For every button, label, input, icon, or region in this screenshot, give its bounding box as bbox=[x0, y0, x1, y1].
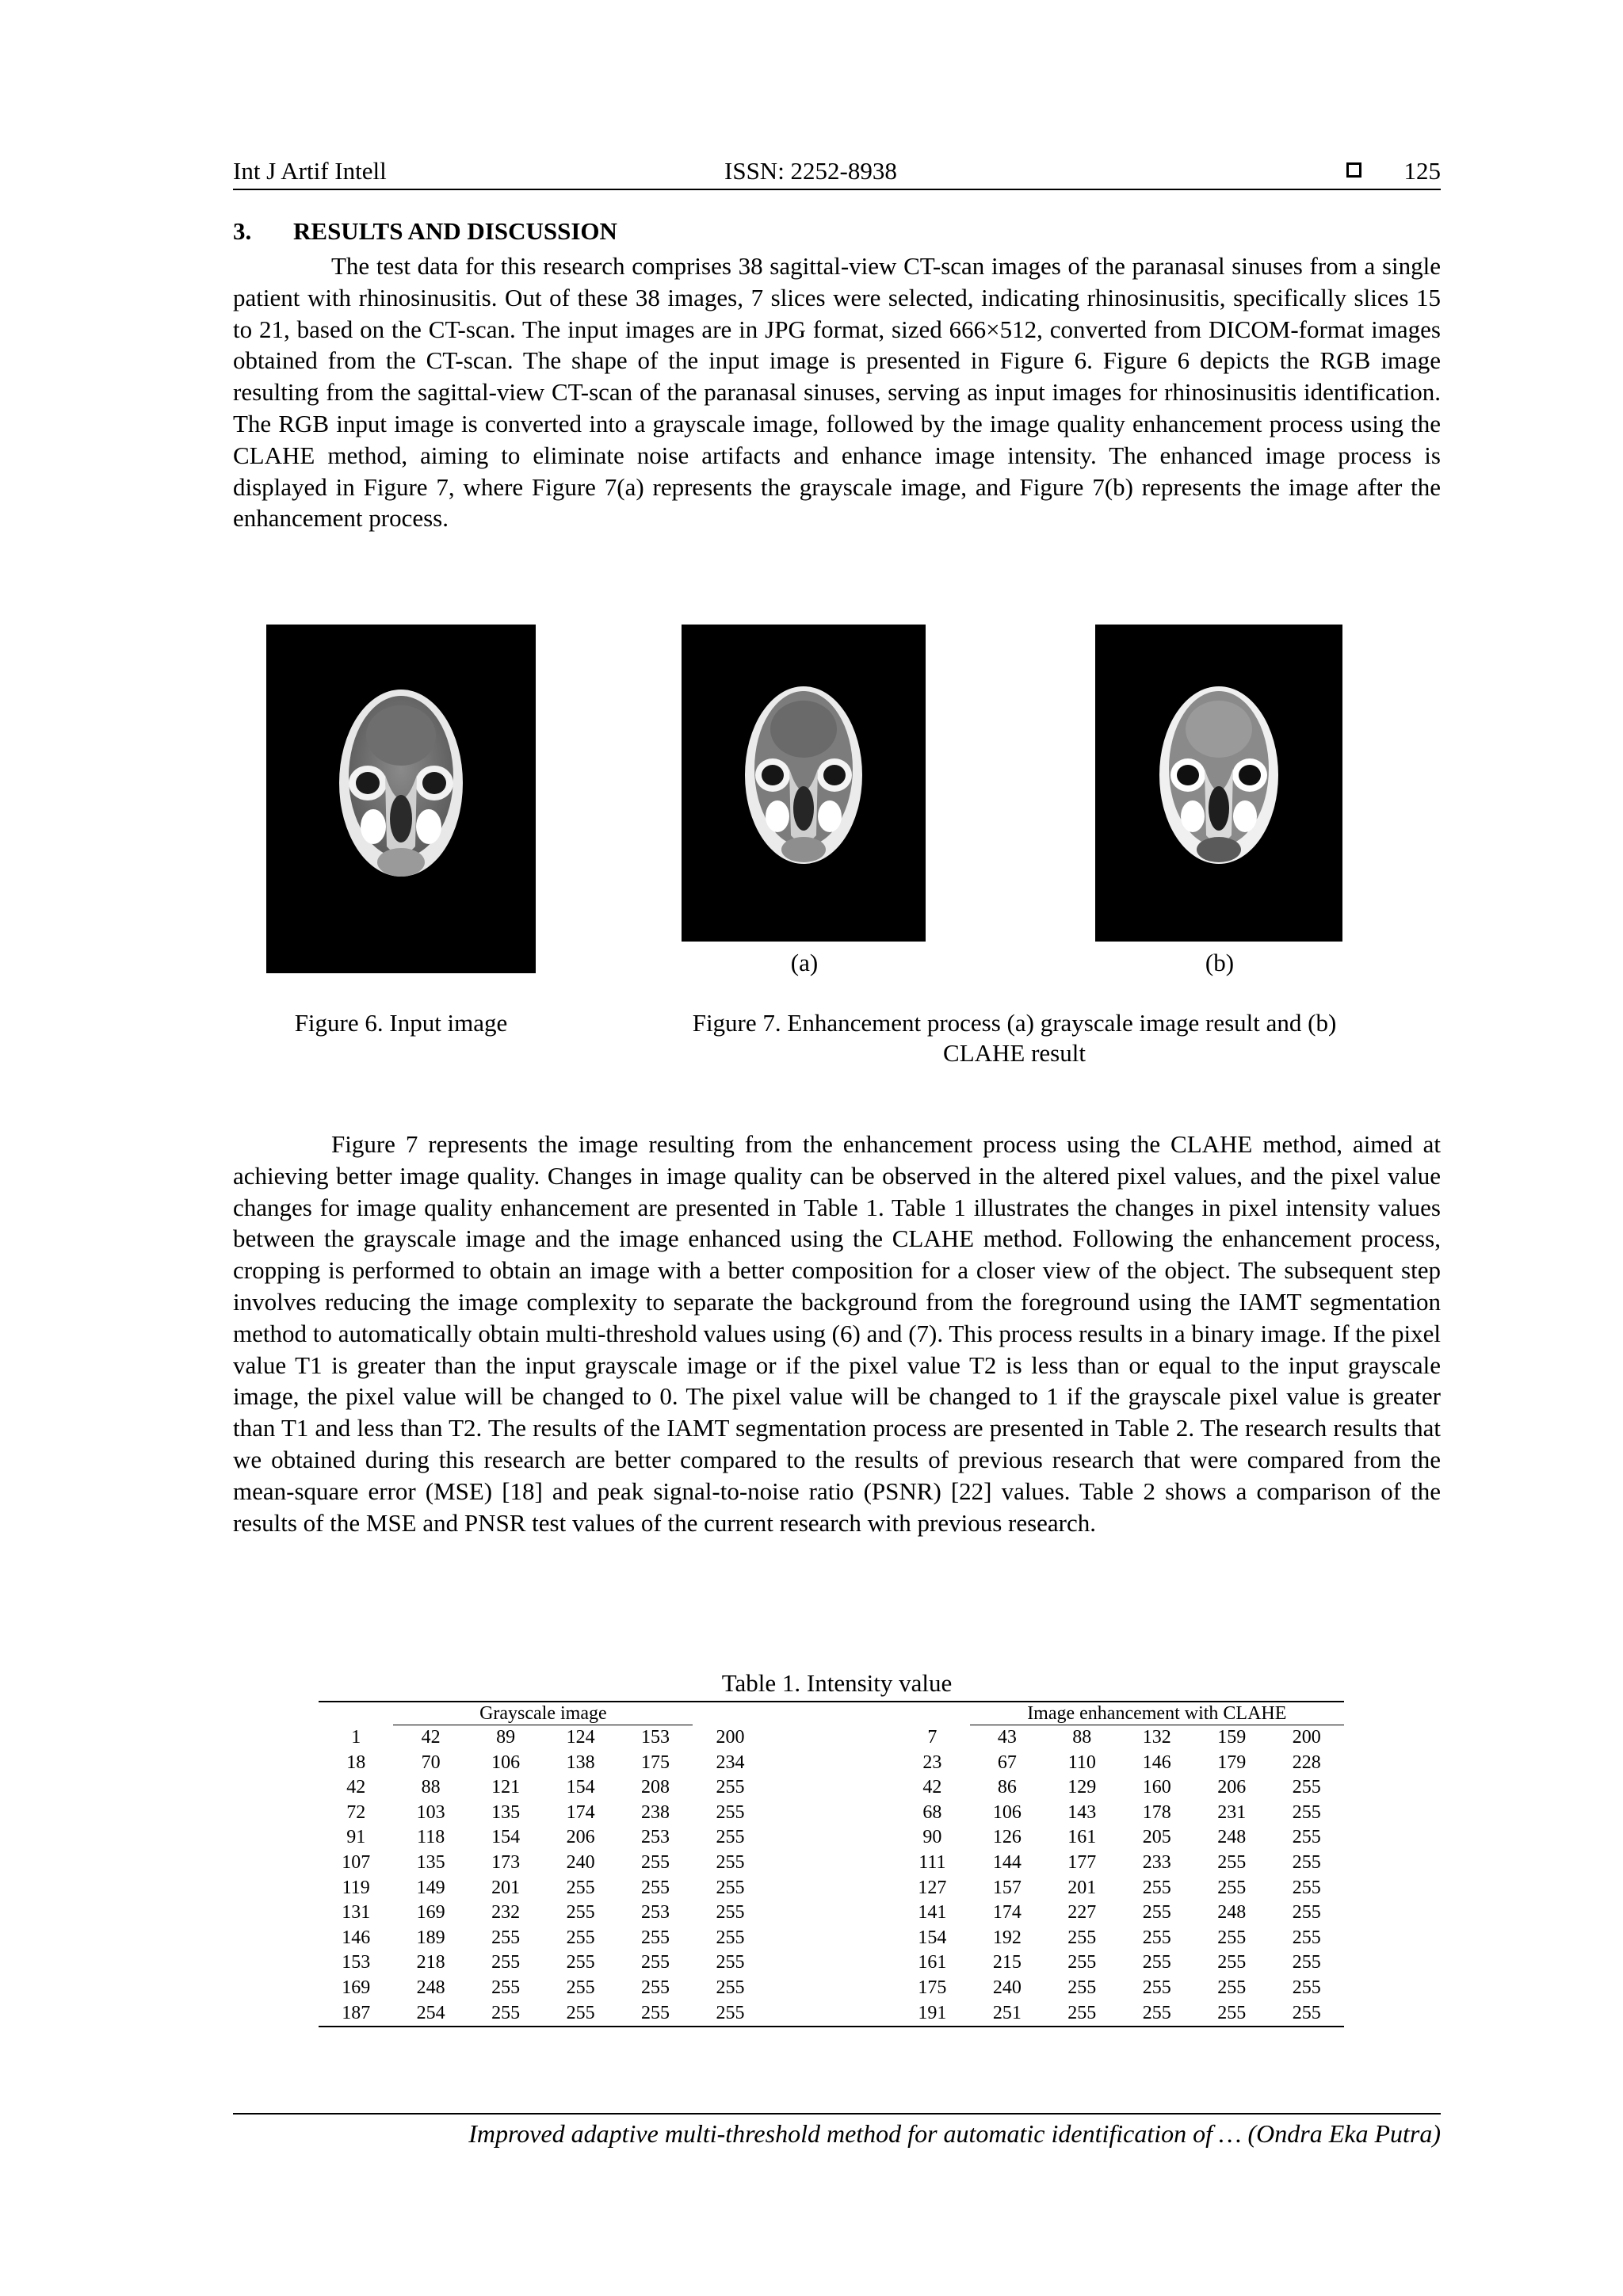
table-cell: 255 bbox=[716, 1952, 745, 1973]
table-cell: 90 bbox=[922, 1827, 942, 1848]
table-cell: 106 bbox=[992, 1801, 1022, 1823]
table-cell: 231 bbox=[1217, 1801, 1247, 1823]
table-cell: 255 bbox=[716, 1827, 745, 1848]
table-cell: 161 bbox=[1067, 1827, 1097, 1848]
section-number: 3. bbox=[233, 217, 252, 245]
table-cell: 255 bbox=[716, 2002, 745, 2023]
table-cell: 88 bbox=[421, 1777, 441, 1798]
table-cell: 215 bbox=[992, 1952, 1022, 1973]
table-cell: 110 bbox=[1067, 1752, 1096, 1773]
table-cell: 124 bbox=[566, 1727, 595, 1748]
subfigure-label-a: (a) bbox=[790, 949, 819, 976]
table-cell: 255 bbox=[716, 1777, 745, 1798]
table-body bbox=[319, 1702, 1344, 2026]
table-cell: 144 bbox=[992, 1851, 1022, 1873]
table-gap bbox=[768, 1876, 895, 1901]
table-cell: 255 bbox=[491, 1977, 521, 1998]
table-cell: 255 bbox=[1217, 1952, 1247, 1973]
table-cell: 255 bbox=[1292, 1827, 1321, 1848]
table-cell: 106 bbox=[491, 1752, 521, 1773]
table-cell: 255 bbox=[716, 1877, 745, 1898]
table-cell: 135 bbox=[416, 1851, 445, 1873]
table-cell: 153 bbox=[641, 1727, 670, 1748]
table-cell: 255 bbox=[1292, 1851, 1321, 1873]
table-cell: 255 bbox=[566, 1877, 595, 1898]
table-cell: 255 bbox=[641, 1877, 670, 1898]
figure7b-clahe-image bbox=[1095, 625, 1342, 942]
table-cell: 255 bbox=[1067, 1952, 1097, 1973]
table-cell: 208 bbox=[641, 1777, 670, 1798]
table-row bbox=[319, 1801, 1344, 1826]
table-cell: 23 bbox=[922, 1752, 942, 1773]
table-cell: 255 bbox=[1142, 1877, 1171, 1898]
table-cell: 255 bbox=[491, 2002, 521, 2023]
square-bullet-icon bbox=[1346, 162, 1361, 178]
table-cell: 255 bbox=[641, 1851, 670, 1873]
table-cell: 169 bbox=[342, 1977, 371, 1998]
table-cell: 107 bbox=[342, 1851, 371, 1873]
table-cell: 206 bbox=[1217, 1777, 1247, 1798]
table-cell: 200 bbox=[1292, 1727, 1321, 1748]
table-cell: 143 bbox=[1067, 1801, 1097, 1823]
table-cell: 255 bbox=[566, 1902, 595, 1924]
table-cell: 201 bbox=[1067, 1877, 1097, 1898]
table-cell: 255 bbox=[1067, 2002, 1097, 2023]
table-cell: 255 bbox=[566, 1977, 595, 1998]
header-clahe-enhancement: Image enhancement with CLAHE bbox=[970, 1702, 1344, 1725]
table-cell: 161 bbox=[918, 1952, 947, 1973]
table-cell: 132 bbox=[1142, 1727, 1171, 1748]
table-cell: 42 bbox=[922, 1777, 942, 1798]
ct-scan-clahe-image bbox=[1095, 625, 1342, 942]
table-row bbox=[319, 1876, 1344, 1901]
journal-name: Int J Artif Intell bbox=[233, 157, 387, 185]
table-row bbox=[319, 1950, 1344, 1976]
figure6-caption: Figure 6. Input image bbox=[294, 1009, 508, 1037]
table-cell: 248 bbox=[1217, 1902, 1247, 1924]
table-cell: 232 bbox=[491, 1902, 521, 1924]
table-cell: 234 bbox=[716, 1752, 745, 1773]
section-title: RESULTS AND DISCUSSION bbox=[293, 217, 617, 245]
table-cell: 255 bbox=[1142, 1952, 1171, 1973]
table-cell: 154 bbox=[491, 1827, 521, 1848]
table-gap bbox=[768, 1801, 895, 1826]
table-cell: 255 bbox=[1292, 1977, 1321, 1998]
table-cell: 240 bbox=[992, 1977, 1022, 1998]
table-cell: 173 bbox=[491, 1851, 521, 1873]
table-cell: 253 bbox=[641, 1827, 670, 1848]
table-cell: 255 bbox=[1217, 1877, 1247, 1898]
table-cell: 135 bbox=[491, 1801, 521, 1823]
table-cell: 255 bbox=[716, 1801, 745, 1823]
table-cell: 248 bbox=[416, 1977, 445, 1998]
table-row bbox=[319, 1926, 1344, 1951]
table-cell: 248 bbox=[1217, 1827, 1247, 1848]
table-cell: 157 bbox=[992, 1877, 1022, 1898]
table-cell: 254 bbox=[416, 2002, 445, 2023]
table-cell: 189 bbox=[416, 1927, 445, 1948]
table-cell: 255 bbox=[716, 1851, 745, 1873]
ct-scan-input-image bbox=[266, 625, 536, 973]
figure7a-grayscale-image bbox=[682, 625, 926, 942]
table-cell: 255 bbox=[491, 1927, 521, 1948]
table-cell: 70 bbox=[421, 1752, 441, 1773]
table-row bbox=[319, 1976, 1344, 2001]
table-cell: 146 bbox=[1142, 1752, 1171, 1773]
table-cell: 127 bbox=[918, 1877, 947, 1898]
table-cell: 121 bbox=[491, 1777, 521, 1798]
table-cell: 187 bbox=[342, 2002, 371, 2023]
table-cell: 255 bbox=[1217, 1977, 1247, 1998]
table-gap bbox=[768, 1976, 895, 2001]
paragraph-enhancement-discussion: Figure 7 represents the image resulting from the enhancement process using the CLAHE method, aimed at achieving better image quality. Changes in image quality can be observed in the altered pixel values, and the pixel value changes for image quality enhancement are presented in Table 1. Table 1 illustrates the changes in pixel intensity values between the grayscale image and the image enhanced using the CLAHE method. Following the enhancement process, cropping is performed to obtain an image with a better composition for a closer view of the object. The subsequent step involves reducing the image complexity to separate the background from the foreground using the IAMT segmentation method to automatically obtain multi-threshold values using (6) and (7). This process results in a binary image. If the pixel value T1 is greater than the input grayscale image or if the pixel value T2 is less than or equal to the input grayscale image, the pixel value will be changed to 0. The pixel value will be changed to 1 if the grayscale pixel value is greater than T1 and less than T2. The results of the IAMT segmentation process are presented in Table 2. The research results that we obtained during this research are better compared to the results of previous research that were compared from the mean-square error (MSE) [18] and peak signal-to-noise ratio (PSNR) [22] values. Table 2 shows a comparison of the results of the MSE and PNSR test values of the current research with previous research. bbox=[233, 1130, 1441, 1537]
table1-caption: Table 1. Intensity value bbox=[721, 1669, 953, 1697]
table-cell: 138 bbox=[566, 1752, 595, 1773]
table-cell: 201 bbox=[491, 1877, 521, 1898]
table-cell: 91 bbox=[346, 1827, 366, 1848]
table-gap bbox=[768, 1926, 895, 1951]
table-cell: 118 bbox=[417, 1827, 445, 1848]
table-row bbox=[319, 2001, 1344, 2027]
table-cell: 42 bbox=[421, 1727, 441, 1748]
table-cell: 68 bbox=[922, 1801, 942, 1823]
page-number: 125 bbox=[1403, 157, 1441, 185]
table-cell: 42 bbox=[346, 1777, 366, 1798]
table-cell: 255 bbox=[1292, 1877, 1321, 1898]
table-cell: 86 bbox=[997, 1777, 1017, 1798]
table-cell: 169 bbox=[416, 1902, 445, 1924]
table-cell: 191 bbox=[918, 2002, 947, 2023]
table-cell: 255 bbox=[566, 2002, 595, 2023]
ct-scan-grayscale-image bbox=[682, 625, 926, 942]
table-cell: 255 bbox=[1142, 1902, 1171, 1924]
table-row bbox=[319, 1825, 1344, 1851]
table-cell: 179 bbox=[1217, 1752, 1247, 1773]
table-cell: 119 bbox=[342, 1877, 370, 1898]
table-cell: 255 bbox=[716, 1977, 745, 1998]
table-cell: 175 bbox=[918, 1977, 947, 1998]
table-gap bbox=[768, 1751, 895, 1776]
table-row bbox=[319, 1775, 1344, 1801]
table-cell: 149 bbox=[416, 1877, 445, 1898]
table-gap bbox=[768, 1825, 895, 1851]
table-cell: 7 bbox=[927, 1726, 938, 1748]
table-cell: 206 bbox=[566, 1827, 595, 1848]
running-footer bbox=[233, 2113, 1441, 2148]
table-cell: 255 bbox=[716, 1927, 745, 1948]
table-cell: 255 bbox=[566, 1952, 595, 1973]
table1-intensity-values bbox=[319, 1701, 1344, 2027]
table-cell: 174 bbox=[566, 1801, 595, 1823]
table-cell: 255 bbox=[1067, 1927, 1097, 1948]
table-cell: 251 bbox=[992, 2002, 1022, 2023]
table-cell: 255 bbox=[1142, 2002, 1171, 2023]
table-cell: 218 bbox=[416, 1952, 445, 1973]
figure7-caption: Figure 7. Enhancement process (a) grayscale image result and (b) CLAHE result bbox=[692, 1009, 1337, 1067]
figure6-ct-image bbox=[266, 625, 536, 973]
table-row bbox=[319, 1901, 1344, 1926]
table-gap bbox=[768, 1851, 895, 1876]
section-heading bbox=[233, 217, 617, 246]
table-cell: 146 bbox=[342, 1927, 371, 1948]
table-cell: 238 bbox=[641, 1801, 670, 1823]
table-cell: 255 bbox=[1217, 1927, 1247, 1948]
table-cell: 103 bbox=[416, 1801, 445, 1823]
table-cell: 240 bbox=[566, 1851, 595, 1873]
table-cell: 178 bbox=[1142, 1801, 1171, 1823]
table-cell: 227 bbox=[1067, 1902, 1097, 1924]
header-grayscale-image: Grayscale image bbox=[393, 1702, 693, 1725]
table-cell: 255 bbox=[641, 1952, 670, 1973]
table-cell: 200 bbox=[716, 1726, 745, 1748]
table-cell: 175 bbox=[641, 1752, 670, 1773]
table-cell: 255 bbox=[1142, 1977, 1171, 1998]
table-header-row bbox=[319, 1702, 1344, 1725]
table-row bbox=[319, 1725, 1344, 1751]
table-cell: 88 bbox=[1072, 1727, 1092, 1748]
table-cell: 160 bbox=[1142, 1777, 1171, 1798]
table-cell: 131 bbox=[342, 1902, 371, 1924]
table-cell: 255 bbox=[1292, 1952, 1321, 1973]
issn: ISSN: 2252-8938 bbox=[724, 157, 897, 185]
table-cell: 255 bbox=[641, 1977, 670, 1998]
subfigure-label-b: (b) bbox=[1205, 949, 1235, 976]
table-cell: 233 bbox=[1142, 1851, 1171, 1873]
table-gap bbox=[768, 2001, 895, 2027]
table-cell: 255 bbox=[1217, 1851, 1247, 1873]
table-cell: 255 bbox=[716, 1902, 745, 1924]
table-cell: 255 bbox=[1292, 1902, 1321, 1924]
table-gap bbox=[768, 1901, 895, 1926]
table-gap bbox=[768, 1950, 895, 1976]
table-cell: 255 bbox=[1292, 1927, 1321, 1948]
table-cell: 192 bbox=[992, 1927, 1022, 1948]
table-cell: 255 bbox=[491, 1952, 521, 1973]
table-cell: 253 bbox=[641, 1902, 670, 1924]
table-cell: 18 bbox=[346, 1752, 366, 1773]
table-cell: 43 bbox=[997, 1727, 1017, 1748]
table-cell: 111 bbox=[918, 1851, 946, 1873]
table-cell: 89 bbox=[496, 1727, 516, 1748]
running-header bbox=[233, 155, 1441, 190]
table-cell: 255 bbox=[1067, 1977, 1097, 1998]
table-cell: 129 bbox=[1067, 1777, 1097, 1798]
table-cell: 67 bbox=[997, 1752, 1017, 1773]
table-cell: 255 bbox=[1292, 2002, 1321, 2023]
table-cell: 177 bbox=[1067, 1851, 1097, 1873]
table-cell: 255 bbox=[1142, 1927, 1171, 1948]
table-cell: 255 bbox=[1292, 1801, 1321, 1823]
table-cell: 255 bbox=[641, 1927, 670, 1948]
table-cell: 205 bbox=[1142, 1827, 1171, 1848]
table-cell: 255 bbox=[1292, 1777, 1321, 1798]
table-row bbox=[319, 1751, 1344, 1776]
table-cell: 72 bbox=[346, 1801, 366, 1823]
footer-title-author: Improved adaptive multi-threshold method for automatic identification of … (Ondra Eka Putra) bbox=[468, 2119, 1441, 2148]
table-cell: 255 bbox=[566, 1927, 595, 1948]
table-cell: 153 bbox=[342, 1952, 371, 1973]
table-gap bbox=[768, 1725, 895, 1751]
table-cell: 154 bbox=[566, 1777, 595, 1798]
table-row bbox=[319, 1851, 1344, 1876]
paragraph-results-intro: The test data for this research comprises 38 sagittal-view CT-scan images of the paranasal sinuses from a single patient with rhinosinusitis. Out of these 38 images, 7 slices were selected, indicating rhinosinusitis, specifically slices 15 to 21, based on the CT-scan. The input images are in JPG format, sized 666×512, converted from DICOM-format images obtained from the CT-scan. The shape of the input image is presented in Figure 6. Figure 6 depicts the RGB image resulting from the sagittal-view CT-scan of the paranasal sinuses, serving as input images for rhinosinusitis identification. The RGB input image is converted into a grayscale image, followed by the image quality enhancement process using the CLAHE method, aiming to eliminate noise artifacts and enhance image intensity. The enhanced image process is displayed in Figure 7, where Figure 7(a) represents the grayscale image, and Figure 7(b) represents the image after the enhancement process. bbox=[233, 252, 1441, 533]
table-cell: 154 bbox=[918, 1927, 947, 1948]
table-gap bbox=[768, 1775, 895, 1801]
table-cell: 228 bbox=[1292, 1752, 1321, 1773]
table-cell: 1 bbox=[351, 1726, 361, 1748]
table-cell: 126 bbox=[992, 1827, 1022, 1848]
table-cell: 159 bbox=[1217, 1727, 1247, 1748]
table-cell: 255 bbox=[1217, 2002, 1247, 2023]
table-cell: 141 bbox=[918, 1902, 947, 1924]
table-cell: 174 bbox=[992, 1902, 1022, 1924]
table-cell: 255 bbox=[641, 2002, 670, 2023]
